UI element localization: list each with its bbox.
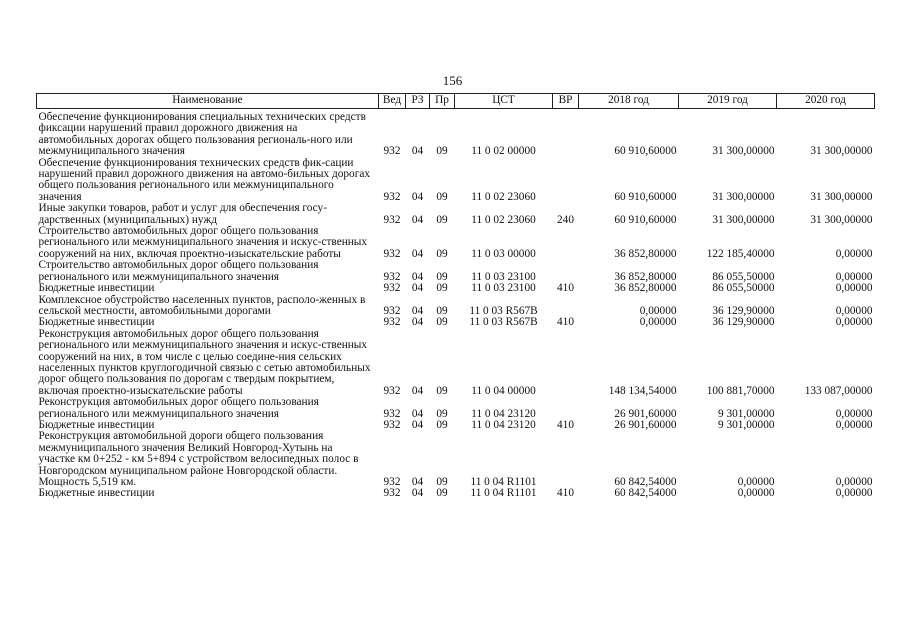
row-ved: 932 <box>383 213 401 226</box>
row-rz: 04 <box>411 407 424 420</box>
row-ved: 932 <box>383 384 401 397</box>
row-vr: 240 <box>557 213 574 226</box>
row-cst: 11 0 02 23060 <box>471 213 536 226</box>
row-2018: 60 842,54000 <box>614 487 677 500</box>
row-2019: 36 129,90000 <box>712 316 775 329</box>
row-2018: 26 901,60000 <box>614 418 677 431</box>
row-ved: 932 <box>383 407 401 420</box>
table-row <box>37 295 875 318</box>
table-row <box>37 317 875 328</box>
table-row <box>37 226 875 260</box>
row-2020: 0,00000 <box>835 476 873 488</box>
row-2020: 31 300,00000 <box>810 190 873 203</box>
table-row <box>37 329 875 397</box>
row-2020: 0,00000 <box>835 282 873 295</box>
row-2018: 60 910,60000 <box>614 213 677 226</box>
table-row <box>37 397 875 420</box>
row-ved: 932 <box>383 487 401 500</box>
row-rz: 04 <box>411 384 424 397</box>
row-vr: 410 <box>557 418 574 431</box>
table-row <box>37 431 875 488</box>
row-2019: 31 300,00000 <box>712 190 775 203</box>
row-pr: 09 <box>436 316 448 329</box>
row-2020: 31 300,00000 <box>810 213 873 226</box>
row-2018: 36 852,80000 <box>614 282 677 295</box>
row-name: Обеспечение функционирования специальных технических средств фиксации нарушений правил дорожного движения на автомобильных дорогах общего пользования региональ-ного или межмуниципального значения <box>38 111 366 158</box>
col-header-ved: Вед <box>379 94 406 109</box>
row-2018: 26 901,60000 <box>614 407 677 420</box>
row-cst: 11 0 03 R567B <box>469 304 538 317</box>
col-header-2020: 2020 год <box>777 94 875 109</box>
row-ved: 932 <box>383 476 401 488</box>
row-name: Строительство автомобильных дорог общего пользования регионального или межмуниципального значения и искус-ственных сооружений на них, включая проектно-изыскательские работы <box>38 225 368 260</box>
row-ved: 932 <box>383 145 401 158</box>
row-2020: 0,00000 <box>835 487 873 500</box>
row-2018: 0,00000 <box>639 304 677 317</box>
row-pr: 09 <box>436 282 448 295</box>
row-pr: 09 <box>436 476 448 488</box>
row-ved: 932 <box>383 247 401 260</box>
row-2019: 100 881,70000 <box>706 384 775 397</box>
row-pr: 09 <box>436 270 448 283</box>
col-header-name: Наименование <box>37 94 379 109</box>
row-rz: 04 <box>411 487 424 500</box>
row-pr: 09 <box>436 247 448 260</box>
row-2020: 133 087,00000 <box>804 384 873 397</box>
table-header <box>37 94 875 109</box>
row-2019: 86 055,50000 <box>712 270 775 283</box>
row-2018: 60 910,60000 <box>614 190 677 203</box>
row-name: Бюджетные инвестиции <box>38 316 155 329</box>
row-rz: 04 <box>411 190 424 203</box>
row-name: Реконструкция автомобильных дорог общего пользования регионального или межмуниципального значения и искус-ственных сооружений на них, в том числе с целью соедине-ния сельских населенных пунктов круглогодичной связью с сетью автомобильных дорог общего пользования по дорогам с твердым покрытием, включая проектно-изыскательские работы <box>38 327 371 397</box>
table-row <box>37 158 875 204</box>
row-pr: 09 <box>436 407 448 420</box>
row-rz: 04 <box>411 270 424 283</box>
row-name: Строительство автомобильных дорог общего пользования регионального или межмуниципального значения <box>38 259 319 283</box>
row-ved: 932 <box>383 316 401 329</box>
row-vr: 410 <box>557 282 574 295</box>
row-2020: 0,00000 <box>835 418 873 431</box>
row-vr <box>553 329 579 397</box>
col-header-rz: РЗ <box>406 94 430 109</box>
row-2018: 148 134,54000 <box>608 384 677 397</box>
row-name: Реконструкция автомобильной дороги общего пользования межмуниципального значения Великий Новгород-Хутынь на участке км 0+252 - км 5+894 с устройством велосипедных полос в Новгородском муниципальном районе Новгородской области. Мощность 5,519 км. <box>38 430 359 488</box>
row-ved: 932 <box>383 304 401 317</box>
table-row <box>37 283 875 294</box>
row-pr: 09 <box>436 304 448 317</box>
row-rz: 04 <box>411 145 424 158</box>
col-header-pr: Пр <box>430 94 455 109</box>
row-name: Бюджетные инвестиции <box>38 418 155 431</box>
row-rz: 04 <box>411 282 424 295</box>
row-vr <box>553 226 579 260</box>
row-cst: 11 0 04 00000 <box>471 384 536 397</box>
row-vr <box>553 158 579 204</box>
row-2020: 31 300,00000 <box>810 145 873 158</box>
row-2019: 122 185,40000 <box>706 247 775 260</box>
row-vr <box>553 260 579 283</box>
row-vr <box>553 109 579 158</box>
row-2018: 0,00000 <box>639 316 677 329</box>
row-name: Бюджетные инвестиции <box>38 282 155 295</box>
row-pr: 09 <box>436 384 448 397</box>
row-2019: 86 055,50000 <box>712 282 775 295</box>
budget-table <box>36 93 875 500</box>
row-2018: 36 852,80000 <box>614 247 677 260</box>
table-row <box>37 203 875 226</box>
row-name: Комплексное обустройство населенных пунктов, располо-женных в сельской местности, автомобильными дорогами <box>38 293 366 317</box>
row-2019: 9 301,00000 <box>718 418 775 431</box>
row-vr <box>553 397 579 420</box>
row-2019: 31 300,00000 <box>712 145 775 158</box>
row-2018: 60 842,54000 <box>614 476 677 488</box>
row-2018: 60 910,60000 <box>614 145 677 158</box>
row-cst: 11 0 04 R1101 <box>470 476 537 488</box>
row-2020: 0,00000 <box>835 407 873 420</box>
row-cst: 11 0 02 23060 <box>471 190 536 203</box>
col-header-cst: ЦСТ <box>455 94 553 109</box>
row-pr: 09 <box>436 145 448 158</box>
row-rz: 04 <box>411 418 424 431</box>
row-ved: 932 <box>383 418 401 431</box>
row-pr: 09 <box>436 190 448 203</box>
row-2020: 0,00000 <box>835 316 873 329</box>
row-pr: 09 <box>436 487 448 500</box>
row-vr <box>553 295 579 318</box>
row-ved: 932 <box>383 282 401 295</box>
row-name: Бюджетные инвестиции <box>38 487 155 500</box>
row-vr <box>553 431 579 488</box>
row-2019: 31 300,00000 <box>712 213 775 226</box>
col-header-2018: 2018 год <box>579 94 679 109</box>
col-header-2019: 2019 год <box>679 94 777 109</box>
table-row <box>37 260 875 283</box>
row-rz: 04 <box>411 476 424 488</box>
row-ved: 932 <box>383 270 401 283</box>
row-cst: 11 0 04 23120 <box>471 407 536 420</box>
row-2019: 9 301,00000 <box>718 407 775 420</box>
row-cst: 11 0 04 23120 <box>471 418 536 431</box>
row-vr: 410 <box>557 487 574 500</box>
row-cst: 11 0 04 R1101 <box>470 487 537 500</box>
row-cst: 11 0 03 00000 <box>471 247 536 260</box>
row-rz: 04 <box>411 213 424 226</box>
row-ved: 932 <box>383 190 401 203</box>
row-name: Иные закупки товаров, работ и услуг для обеспечения госу-дарственных (муниципальных) нужд <box>38 202 327 226</box>
row-name: Реконструкция автомобильных дорог общего пользования регионального или межмуниципального значения <box>38 396 319 420</box>
row-2019: 0,00000 <box>737 487 775 500</box>
row-2019: 0,00000 <box>737 476 775 488</box>
row-2020: 0,00000 <box>835 304 873 317</box>
row-rz: 04 <box>411 304 424 317</box>
row-cst: 11 0 02 00000 <box>471 145 536 158</box>
row-2020: 0,00000 <box>835 270 873 283</box>
row-pr: 09 <box>436 213 448 226</box>
row-pr: 09 <box>436 418 448 431</box>
page-number: 156 <box>442 73 463 88</box>
table-row <box>37 488 875 499</box>
row-cst: 11 0 03 R567B <box>469 316 538 329</box>
row-cst: 11 0 03 23100 <box>471 282 536 295</box>
row-rz: 04 <box>411 316 424 329</box>
row-2020: 0,00000 <box>835 247 873 260</box>
col-header-vr: ВР <box>553 94 579 109</box>
row-2018: 36 852,80000 <box>614 270 677 283</box>
row-rz: 04 <box>411 247 424 260</box>
row-cst: 11 0 03 23100 <box>471 270 536 283</box>
row-2019: 36 129,90000 <box>712 304 775 317</box>
row-name: Обеспечение функционирования технических средств фик-сации нарушений правил дорожного движения на автомо-бильных дорогах общего пользования регионального или межмуниципального значения <box>38 156 370 203</box>
row-vr: 410 <box>557 316 574 329</box>
table-row <box>37 109 875 158</box>
